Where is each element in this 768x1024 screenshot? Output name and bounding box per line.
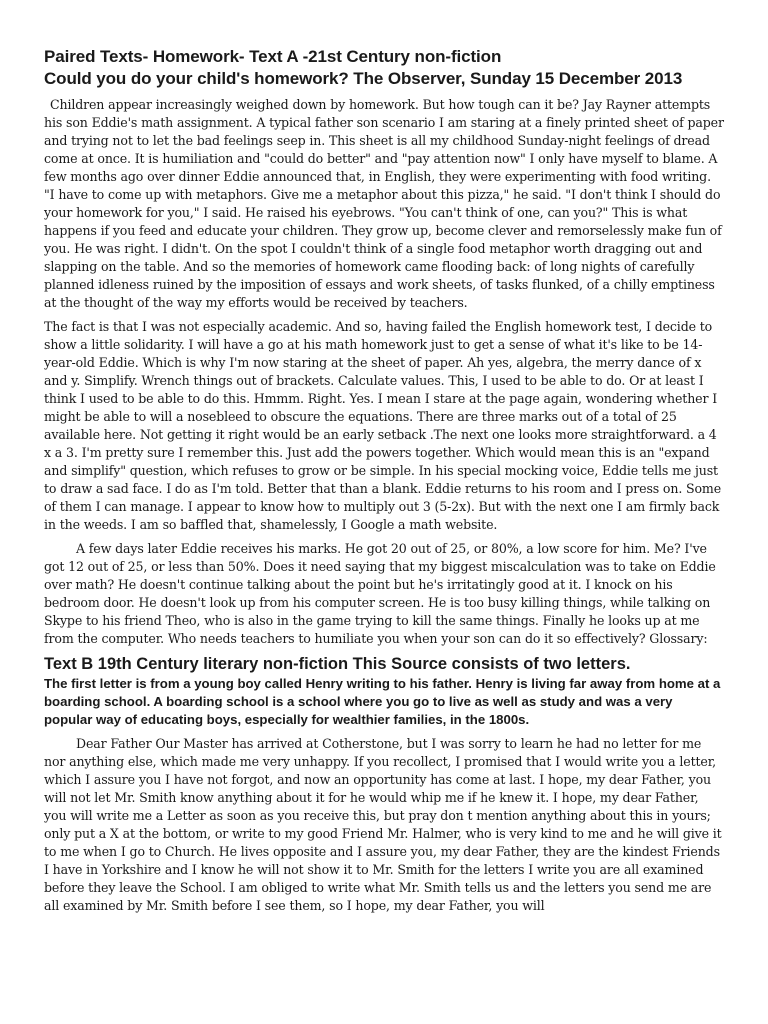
article-title: Could you do your child's homework? The Observer, Sunday 15 December 2013 (44, 69, 683, 88)
text-a-paragraph-3: A few days later Eddie receives his marks. He got 20 out of 25, or 80%, a low score for him. Me? I've got 12 out of 25, or less than 50%. Does it need saying that my biggest miscalculation was to take on Eddie over math? He doesn't continue talking about the point but he's irritatingly good at it. I knock on his bedroom door. He doesn't look up from his computer screen. He is too busy killing things, while talking on Skype to his friend Theo, who is also in the game trying to kill the same things. Finally he looks up at me from the computer. Who needs teachers to humiliate you when your son can do it so effectively? Glossary: (44, 541, 716, 646)
text-a-paragraph-2: The fact is that I was not especially academic. And so, having failed the English homework test, I decide to show a little solidarity. I will have a go at his math homework just to get a sense of what it's like to be 14-year-old Eddie. Which is why I'm now staring at the sheet of paper. Ah yes, algebra, the merry dance of x and y. Simplify. Wrench things out of brackets. Calculate values. This, I used to be able to do. Or at least I think I used to be able to do this. Hmmm. Right. Yes. I mean I stare at the page again, wondering whether I might be able to will a nosebleed to obscure the equations. There are three marks out of a total of 25 available here. Not getting it right would be an early setback .The next one looks more straightforward. a 4 x a 3. I'm pretty sure I remember this. Just add the powers together. Which would mean this is an "expand and simplify" question, which refuses to grow or be simple. In his special mocking voice, Eddie tells me just to draw a sad face. I do as I'm told. Better that than a blank. Eddie returns to his room and I press on. Some of them I can manage. I appear to know how to multiply out 3 (5-2x). But with the next one I am firmly back in the weeds. I am so baffled that, shamelessly, I Google a math website. (44, 319, 722, 532)
text-b-letter: Dear Father Our Master has arrived at Cotherstone, but I was sorry to learn he had no letter for me nor anything else, which made me very unhappy. If you recollect, I promised that I would write you a letter, which I assure you I have not forgot, and now an opportunity has come at last. I hope, my dear Father, you will not let Mr. Smith know anything about it for he would whip me if he knew it. I hope, my dear Father, you will write me a Letter as soon as you receive this, but pray don t mention anything about this in yours; only put a X at the bottom, or write to my good Friend Mr. Halmer, who is very kind to me and he will give it to me when I go to Church. He lives opposite and I assure you, my dear Father, they are the kindest Friends I have in Yorkshire and I know he will not show it to Mr. Smith for the letters I write you are all examined before they leave the School. I am obliged to write what Mr. Smith tells us and the letters you send me are all examined by Mr. Smith before I see them, so I hope, my dear Father, you will (44, 736, 722, 913)
text-b-intro: The first letter is from a young boy called Henry writing to his father. Henry is living far away from home at a boarding school. A boarding school is a school where you go to live as well as study and was a very popular way of educating boys, especially for wealthier families, in the 1800s. (44, 676, 721, 727)
text-b-heading: Text B 19th Century literary non-fiction This Source consists of two letters. (44, 655, 631, 673)
document-title: Paired Texts- Homework- Text A -21st Century non-fiction (44, 47, 502, 66)
text-a-paragraph-1: Children appear increasingly weighed down by homework. But how tough can it be? Jay Rayner attempts his son Eddie's math assignment. A typical father son scenario I am staring at a finely printed sheet of paper and trying not to let the bad feelings seep in. This sheet is all my childhood Sunday-night feelings of dread come at once. It is humiliation and "could do better" and "pay attention now" I only have myself to blame. A few months ago over dinner Eddie announced that, in English, they were experimenting with food writing. "I have to come up with metaphors. Give me a metaphor about this pizza," he said. "I don't think I should do your homework for you," I said. He raised his eyebrows. "You can't think of one, can you?" This is what happens if you feed and educate your children. They grow up, become clever and remorselessly make fun of you. He was right. I didn't. On the spot I couldn't think of a single food metaphor worth dragging out and slapping on the table. And so the memories of homework came flooding back: of long nights of carefully planned idleness ruined by the imposition of essays and work sheets, of tasks flunked, of a chilly emptiness at the thought of the way my efforts would be received by teachers. (44, 97, 724, 310)
